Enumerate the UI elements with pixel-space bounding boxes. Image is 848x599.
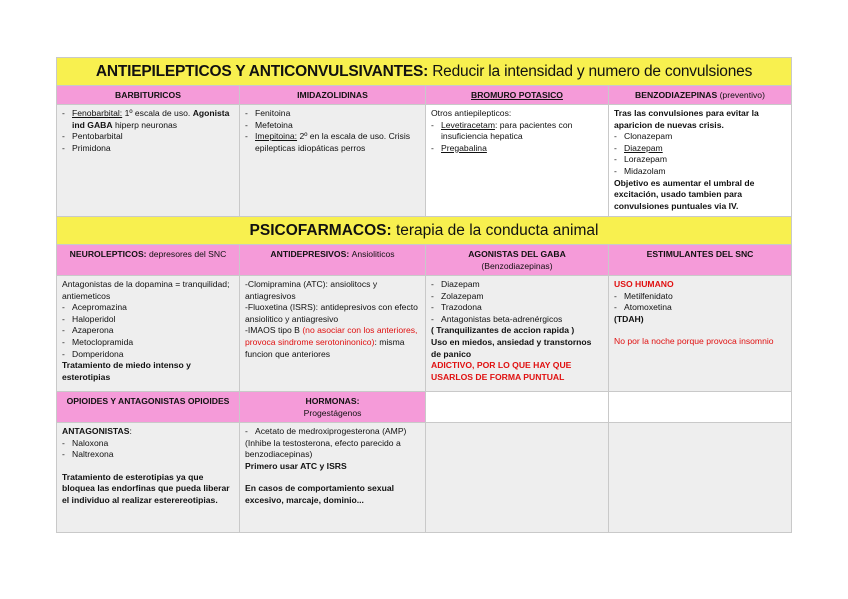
list-item: - Mefetoina xyxy=(245,120,420,132)
cell-imidazolidinas xyxy=(240,105,426,217)
list-item: - Domperidona xyxy=(62,349,234,361)
header-agonistas-gaba: AGONISTAS DEL GABA (Benzodiazepinas) xyxy=(426,245,609,276)
list-item: - Atomoxetina xyxy=(614,302,786,314)
header-imidazolidinas: IMIDAZOLIDINAS xyxy=(240,86,426,105)
cell-opioides: ANTAGONISTAS: - Naloxona - Naltrexona Tratamiento de esterotipias ya que bloquea las endorfinas que pueda liberar el individuo al realizar esterereotipias. xyxy=(57,423,240,533)
empty-cell xyxy=(426,423,609,533)
list-item: - Levetiracetam: para pacientes con insuficiencia hepatica xyxy=(431,120,603,143)
list-item: - Azaperona xyxy=(62,325,234,337)
header-bromuro: BROMURO POTASICO xyxy=(426,86,609,105)
cell-estimulantes: USO HUMANO - Metilfenidato - Atomoxetina (TDAH) No por la noche porque provoca insomnio xyxy=(609,276,792,392)
header-neurolepticos: NEUROLEPTICOS: depresores del SNC xyxy=(57,245,240,276)
list-item: - Haloperidol xyxy=(62,314,234,326)
list-item: - Pentobarbital xyxy=(62,131,234,143)
list-item: - Fenitoina xyxy=(245,108,420,120)
cell-agonistas-gaba: - Diazepam - Zolazepam - Trazodona - Antagonistas beta-adrenérgicos ( Tranquilizantes de accion rapida ) Uso en miedos, ansiedad y transtornos de panico ADICTIVO, POR LO QUE HAY QUE USARLOS DE FORMA PUNTUAL xyxy=(426,276,609,392)
section2-title-rest: terapia de la conducta animal xyxy=(395,221,599,239)
section1-title xyxy=(57,58,792,86)
list-item: - Lorazepam xyxy=(614,154,786,166)
header-benzodiazepinas: BENZODIAZEPINAS (preventivo) xyxy=(609,86,792,105)
list-item: - Diazepam xyxy=(614,143,786,155)
list-item: - Midazolam xyxy=(614,166,786,178)
cell-barbituricos xyxy=(57,105,240,217)
pharmacology-summary-table xyxy=(56,57,792,533)
header-estimulantes: ESTIMULANTES DEL SNC xyxy=(609,245,792,276)
list-item: - Acetato de medroxiprogesterona (AMP) xyxy=(245,426,420,438)
cell-neurolepticos: Antagonistas de la dopamina = tranquilidad; antiemeticos - Acepromazina - Haloperidol - Azaperona - Metoclopramida - Domperidona Tratamiento de miedo intenso y esterotipias xyxy=(57,276,240,392)
list-item: - Naloxona xyxy=(62,438,234,450)
header-opioides: OPIOIDES Y ANTAGONISTAS OPIOIDES xyxy=(57,392,240,423)
section1-title-bold: ANTIEPILEPTICOS Y ANTICONVULSIVANTES: xyxy=(95,62,429,80)
list-item: - Metilfenidato xyxy=(614,291,786,303)
list-item: - Diazepam xyxy=(431,279,603,291)
list-item: - Naltrexona xyxy=(62,449,234,461)
empty-cell xyxy=(609,423,792,533)
section2-title-bold: PSICOFARMACOS: xyxy=(249,221,392,239)
list-item: - Primidona xyxy=(62,143,234,155)
list-item: - Trazodona xyxy=(431,302,603,314)
header-hormonas: HORMONAS: Progestágenos xyxy=(240,392,426,423)
empty-cell xyxy=(426,392,609,423)
cell-antidepresivos: -Clomipramina (ATC): ansiolitocs y antiagresivos -Fluoxetina (ISRS): antidepresivos con efecto ansiolitico y antiagresivo -IMAOS tipo B (no asociar con los anteriores, provoca sindrome serotoninonico): misma funcion que anteriores xyxy=(240,276,426,392)
list-item: - Fenobarbital: 1º escala de uso. Agonista ind GABA hiperp neuronas xyxy=(62,108,234,131)
section1-title-rest: Reducir la intensidad y numero de convulsiones xyxy=(432,62,753,80)
list-item: - Zolazepam xyxy=(431,291,603,303)
cell-benzodiazepinas: Tras las convulsiones para evitar la aparicion de nuevas crisis. - Clonazepam - Diazepam - Lorazepam - Midazolam Objetivo es aumentar el umbral de excitación, usado tambien para convulsiones puntuales via IV. xyxy=(609,105,792,217)
section2-title xyxy=(57,217,792,245)
empty-cell xyxy=(609,392,792,423)
cell-hormonas: - Acetato de medroxiprogesterona (AMP) (Inhibe la testosterona, efecto parecido a benzodiacepinas) Primero usar ATC y ISRS En casos de comportamiento sexual excesivo, marcaje, dominio... xyxy=(240,423,426,533)
list-item: - Imepitoina: 2º en la escala de uso. Crisis epilepticas idiopáticas perros xyxy=(245,131,420,154)
list-item: - Acepromazina xyxy=(62,302,234,314)
list-item: - Antagonistas beta-adrenérgicos xyxy=(431,314,603,326)
list-item: - Pregabalina xyxy=(431,143,603,155)
header-antidepresivos: ANTIDEPRESIVOS: Ansioliticos xyxy=(240,245,426,276)
list-item: - Metoclopramida xyxy=(62,337,234,349)
header-barbituricos: BARBITURICOS xyxy=(57,86,240,105)
list-item: - Clonazepam xyxy=(614,131,786,143)
cell-bromuro: Otros antiepilepticos: - Levetiracetam: para pacientes con insuficiencia hepatica - Pregabalina xyxy=(426,105,609,217)
